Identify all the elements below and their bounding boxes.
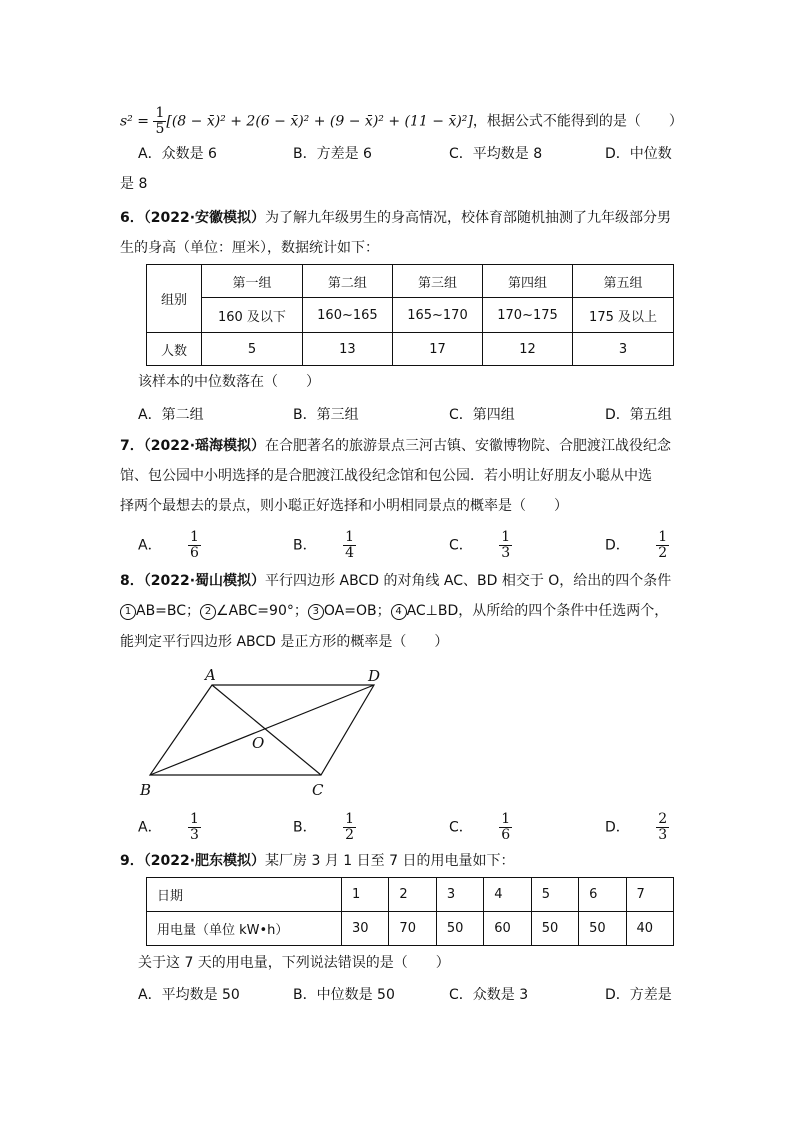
q7-text-3: 择两个最想去的景点，则小聪正好选择和小明相同景点的概率是（ ） [120, 498, 568, 514]
q7-option-a-letter: A． [138, 537, 162, 554]
q9-usage-7: 40 [626, 912, 673, 946]
q8-option-a-letter: A． [138, 819, 162, 836]
q5-option-d[interactable]: D．中位数 [605, 146, 672, 162]
q9-number: 9． [120, 853, 144, 869]
frac-den: 3 [190, 827, 199, 843]
q8-text-3: 能判定平行四边形 ABCD 是正方形的概率是（ ） [120, 634, 449, 650]
q7-text-1: 在合肥著名的旅游景点三河古镇、安徽博物院、合肥渡江战役纪念 [265, 438, 672, 454]
q7-option-d-letter: D． [605, 537, 630, 554]
q6-range-3: 165~170 [392, 298, 482, 333]
q5-frac-den: 5 [155, 121, 165, 137]
condition-2-text: ∠ABC=90°； [216, 603, 308, 619]
q8-option-d-letter: D． [605, 819, 630, 836]
q9-data-table [146, 877, 674, 946]
q6-group-3: 第三组 [392, 265, 482, 298]
q8-option-c-letter: C． [449, 819, 473, 836]
frac-den: 2 [658, 545, 668, 561]
q9-day-6: 6 [579, 878, 626, 912]
q6-range-1: 160 及以下 [202, 298, 303, 333]
q6-range-2: 160~165 [302, 298, 392, 333]
q6-count-5: 3 [573, 333, 674, 366]
q8-option-c[interactable] [449, 812, 512, 843]
diagonal-ac [212, 685, 321, 775]
frac-den: 6 [190, 545, 199, 561]
q6-count-1: 5 [202, 333, 303, 366]
q8-text-1: 平行四边形 ABCD 的对角线 AC、BD 相交于 O，给出的四个条件 [265, 573, 672, 589]
q5-formula-body: [(8 − x̄)² + 2(6 − x̄)² + (9 − x̄)² + (11 − x̄)²] [166, 113, 473, 130]
q8-line-1 [120, 571, 671, 591]
q8-option-b[interactable] [293, 812, 356, 843]
diagonal-bd [150, 685, 374, 775]
q7-option-c[interactable] [449, 530, 512, 561]
q6-group-1: 第一组 [202, 265, 303, 298]
frac-num: 1 [190, 811, 199, 827]
q5-option-c[interactable]: C．平均数是 8 [449, 146, 543, 162]
frac-den: 4 [345, 545, 354, 561]
q9-usage-5: 50 [531, 912, 578, 946]
q6-option-d[interactable]: D．第五组 [605, 407, 672, 423]
q6-text-2: 生的身高（单位：厘米），数据统计如下： [120, 240, 379, 256]
q6-option-a[interactable]: A．第二组 [138, 407, 204, 423]
frac-num: 1 [345, 811, 354, 827]
q9-usage-2: 70 [389, 912, 436, 946]
condition-1-text: AB=BC； [136, 603, 201, 619]
vertex-label-d: D [368, 667, 381, 685]
q5-option-d-continued: 是 8 [120, 176, 148, 192]
q6-count-3: 17 [392, 333, 482, 366]
q6-count-2: 13 [302, 333, 392, 366]
frac-num: 1 [345, 529, 354, 545]
q6-group-2: 第二组 [302, 265, 392, 298]
condition-1-marker: 1 [120, 604, 136, 620]
frac-num: 2 [658, 811, 668, 827]
q6-group-5: 第五组 [573, 265, 674, 298]
q9-usage-6: 50 [579, 912, 626, 946]
condition-3-marker: 3 [308, 604, 324, 620]
q5-frac-num: 1 [155, 105, 165, 121]
q9-date-label: 日期 [147, 878, 342, 912]
q8-option-a-fraction [188, 812, 201, 843]
q7-source: （2022·瑶海模拟） [143, 438, 266, 454]
q6-count-4: 12 [483, 333, 573, 366]
frac-num: 1 [501, 811, 511, 827]
q8-option-c-fraction [499, 812, 512, 843]
q5-tail: ，根据公式不能得到的是（ ） [472, 113, 683, 130]
q9-option-d[interactable]: D．方差是 [605, 987, 672, 1003]
q9-question: 关于这 7 天的用电量，下列说法错误的是（ ） [138, 955, 450, 971]
parallelogram-figure [130, 660, 400, 802]
frac-den: 6 [501, 827, 511, 843]
q7-option-c-fraction [499, 530, 512, 561]
vertex-label-c: C [312, 781, 324, 799]
vertex-label-a: A [205, 666, 216, 684]
q7-option-d-fraction [656, 530, 669, 561]
q7-option-b-fraction [343, 530, 356, 561]
center-label-o: O [252, 734, 265, 752]
q8-option-d[interactable] [605, 812, 669, 843]
q7-number: 7． [120, 438, 144, 454]
condition-2-marker: 2 [200, 604, 216, 620]
q9-day-1: 1 [342, 878, 389, 912]
q9-option-c[interactable]: C．众数是 3 [449, 987, 529, 1003]
q9-day-3: 3 [436, 878, 483, 912]
q6-text-1: 为了解九年级男生的身高情况，校体育部随机抽测了九年级部分男 [265, 210, 672, 226]
q9-day-2: 2 [389, 878, 436, 912]
condition-3-text: OA=OB； [323, 603, 391, 619]
q5-formula-line [120, 106, 683, 137]
q9-usage-1: 30 [342, 912, 389, 946]
q7-option-a[interactable] [138, 530, 201, 561]
q5-option-b[interactable]: B．方差是 6 [293, 146, 372, 162]
q6-source: （2022·安徽模拟） [143, 210, 266, 226]
frac-num: 1 [190, 529, 199, 545]
q8-source: （2022·蜀山模拟） [143, 573, 266, 589]
frac-num: 1 [501, 529, 511, 545]
q6-question: 该样本的中位数落在（ ） [138, 374, 320, 390]
q9-source: （2022·肥东模拟） [143, 853, 266, 869]
q8-number: 8． [120, 573, 144, 589]
q6-group-label: 组别 [147, 265, 202, 333]
condition-4-text: AC⊥BD，从所给的四个条件中任选两个， [406, 603, 669, 619]
q9-day-7: 7 [626, 878, 673, 912]
q6-option-c[interactable]: C．第四组 [449, 407, 515, 423]
frac-den: 3 [658, 827, 668, 843]
q8-option-b-letter: B． [293, 819, 317, 836]
q6-line-1 [120, 208, 671, 228]
q8-option-b-fraction [343, 812, 356, 843]
q6-range-4: 170~175 [483, 298, 573, 333]
q8-conditions [120, 601, 668, 621]
q7-option-b[interactable] [293, 530, 356, 561]
q9-usage-label: 用电量（单位 kW•h） [147, 912, 342, 946]
q5-option-a[interactable]: A．众数是 6 [138, 146, 217, 162]
q7-text-2: 馆、包公园中小明选择的是合肥渡江战役纪念馆和包公园．若小明让好朋友小聪从中选 [120, 468, 652, 484]
condition-4-marker: 4 [391, 604, 407, 620]
q7-option-b-letter: B． [293, 537, 317, 554]
q9-day-4: 4 [484, 878, 531, 912]
q7-option-d[interactable] [605, 530, 669, 561]
q9-day-5: 5 [531, 878, 578, 912]
q6-number: 6． [120, 210, 144, 226]
q7-line-1 [120, 436, 671, 456]
q9-line-1 [120, 851, 514, 871]
q9-option-a[interactable]: A．平均数是 50 [138, 987, 240, 1003]
frac-den: 2 [345, 827, 354, 843]
q8-option-a[interactable] [138, 812, 201, 843]
q7-option-c-letter: C． [449, 537, 473, 554]
q9-option-b[interactable]: B．中位数是 50 [293, 987, 395, 1003]
q9-text-1: 某厂房 3 月 1 日至 7 日的用电量如下： [265, 853, 515, 869]
q7-option-a-fraction [188, 530, 201, 561]
q6-range-5: 175 及以上 [573, 298, 674, 333]
frac-den: 3 [501, 545, 511, 561]
q5-formula-lead: s² = [120, 113, 154, 130]
q6-option-b[interactable]: B．第三组 [293, 407, 359, 423]
q9-usage-3: 50 [436, 912, 483, 946]
frac-num: 1 [658, 529, 668, 545]
vertex-label-b: B [140, 781, 152, 799]
q9-usage-4: 60 [484, 912, 531, 946]
q6-data-table [146, 264, 674, 366]
q6-count-label: 人数 [147, 333, 202, 366]
q5-formula-fraction [153, 106, 166, 137]
q6-group-4: 第四组 [483, 265, 573, 298]
q8-option-d-fraction [656, 812, 669, 843]
